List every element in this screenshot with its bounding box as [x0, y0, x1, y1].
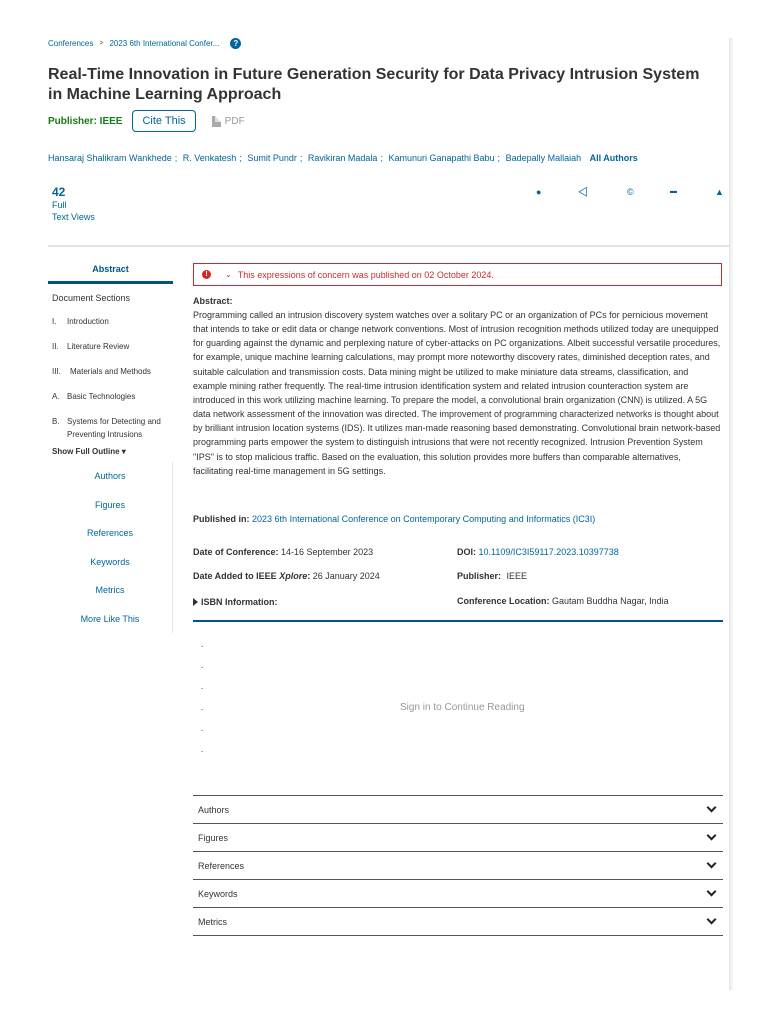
- sidebar-link-figures[interactable]: Figures: [94, 499, 125, 510]
- pdf-label: PDF: [224, 115, 245, 127]
- conference-location: [457, 596, 669, 606]
- published-in: [193, 514, 595, 524]
- sidebar-link-references[interactable]: References: [86, 528, 134, 538]
- accordion-label: Keywords: [198, 888, 238, 899]
- circle-icon[interactable]: ●: [536, 187, 542, 197]
- doi-label: DOI:: [457, 547, 476, 557]
- sidebar-links: [48, 462, 173, 633]
- pdf-icon: [212, 116, 221, 127]
- alert-icon: !: [202, 270, 211, 279]
- accordion-label: Authors: [198, 804, 230, 815]
- breadcrumb-conferences[interactable]: Conferences: [48, 39, 94, 48]
- pdf-button[interactable]: [212, 116, 245, 127]
- breadcrumb-conference[interactable]: 2023 6th International Confer...: [109, 39, 220, 48]
- abstract-heading: Abstract:: [193, 296, 233, 306]
- document-sections-heading: Document Sections: [52, 293, 131, 303]
- full-text-views-count: 42: [52, 185, 66, 199]
- published-in-link[interactable]: 2023 6th International Conference on Contemporary Computing and Informatics (IC3I): [252, 514, 596, 524]
- author-link[interactable]: R. Venkatesh: [182, 153, 237, 163]
- date-added-label: Date Added to IEEE: [193, 571, 277, 581]
- placeholder-lines: [201, 646, 203, 772]
- date-added: Date Added to IEEE Xplore: 26 January 2024: [193, 571, 380, 581]
- chevron-down-icon[interactable]: ⌄: [225, 270, 232, 279]
- sign-in-prompt[interactable]: Sign in to Continue Reading: [400, 702, 525, 713]
- accordion-keywords[interactable]: [193, 880, 723, 908]
- accordion-figures[interactable]: [193, 824, 723, 852]
- all-authors-link[interactable]: All Authors: [589, 153, 638, 163]
- section-item-materials-methods[interactable]: III. Materials and Methods: [52, 367, 151, 376]
- date-added-value: 26 January 2024: [312, 571, 380, 581]
- publisher-detail-label: Publisher:: [457, 571, 502, 581]
- section-item-basic-technologies[interactable]: A. Basic Technologies: [52, 392, 136, 401]
- author-link[interactable]: Badepally Mallaiah: [505, 153, 582, 163]
- section-item-literature-review[interactable]: II. Literature Review: [52, 342, 130, 351]
- share-icon[interactable]: ⨞: [578, 185, 588, 199]
- doi: [457, 547, 619, 557]
- date-of-conference-label: Date of Conference:: [193, 547, 279, 557]
- chevron-down-icon: [707, 803, 717, 813]
- author-link[interactable]: Ravikiran Madala: [307, 153, 378, 163]
- chevron-down-icon: [707, 887, 717, 897]
- isbn-label: ISBN Information:: [201, 597, 278, 607]
- breadcrumb-separator: >: [99, 40, 104, 47]
- document-toolbar: [530, 186, 730, 198]
- accordion-label: References: [198, 860, 245, 871]
- chevron-down-icon: [707, 859, 717, 869]
- conference-location-value: Gautam Buddha Nagar, India: [552, 596, 669, 606]
- breadcrumb: [48, 38, 241, 49]
- conference-location-label: Conference Location:: [457, 596, 550, 606]
- author-link[interactable]: Kamunuri Ganapathi Babu: [388, 153, 495, 163]
- content-divider: [193, 620, 723, 622]
- publisher-label: Publisher: IEEE: [48, 115, 123, 127]
- accordion-authors[interactable]: [193, 796, 723, 824]
- show-full-outline-button[interactable]: Show Full Outline ▾: [48, 447, 173, 456]
- sidebar-link-authors[interactable]: Authors: [94, 471, 126, 481]
- publisher-detail-value: IEEE: [506, 571, 528, 581]
- accordion-label: Figures: [198, 832, 229, 843]
- question-circle-icon[interactable]: ?: [230, 38, 241, 49]
- full-text-views-label-2: Text Views: [52, 212, 95, 222]
- document-sidebar: [48, 258, 173, 633]
- chevron-down-icon: [707, 831, 717, 841]
- doi-link[interactable]: 10.1109/IC3I59117.2023.10397738: [478, 547, 619, 557]
- published-in-label: Published in:: [193, 514, 250, 524]
- bell-icon[interactable]: ▲: [715, 187, 724, 197]
- tab-abstract[interactable]: Abstract: [48, 258, 173, 284]
- author-list: Hansaraj Shalikram Wankhede ; R. Venkatesh ; Sumit Pundr ; Ravikiran Madala ; Kamunuri Ganapathi Babu ; Badepally Mallaiah All Authors: [48, 153, 638, 163]
- cite-this-button[interactable]: Cite This: [132, 110, 195, 132]
- isbn-toggle[interactable]: [193, 597, 278, 607]
- sidebar-link-metrics[interactable]: Metrics: [95, 585, 125, 595]
- page-edge-shadow: [729, 38, 733, 990]
- folder-icon[interactable]: ▬: [670, 188, 677, 195]
- abstract-text: Programming called an intrusion discovery system watches over a solitary PC or an organization of PCs for pernicious movement that intends to take or edit data or change network conventions. Most of intrusion recognition methods utilized today are unequipped for guarding against the dynamic and perplexing nature of cyber-attacks on PC organizations. Albeit successful versatile procedures, for example, unique machine learning calculations, may prompt more noteworthy discovery rates, diminished deception rates, and suitable calculation and transmission costs. Data mining might be utilized to make miniature data streams, classification, and example mining rather frequently. The real-time intrusion identification system and related intrusion counteraction system are introduced in this work utilizing machine learning. To prepare the model, a convolutional brain organization (CNN) is utilized. A 5G data network assessment of the innovation was directed. The improvement of programming characterized networks is thought about by brilliant intrusion location systems (IDS). It utilizes man-made reasoning based demonstrating. Convolutional brain network-based programming parts empower the system to distinguish intrusions that were not recently recognized. Intrusion Prevention System "IPS" is to stop malicious traffic. Based on the evaluation, this solution provides more buffers than comparable alternatives, facilitating real-time management in 5G settings.: [193, 310, 721, 476]
- sidebar-link-keywords[interactable]: Keywords: [90, 556, 130, 567]
- date-of-conference: [193, 547, 373, 557]
- copyright-icon[interactable]: ©: [627, 187, 634, 197]
- accordion-references[interactable]: [193, 852, 723, 880]
- sidebar-link-more-like-this[interactable]: More Like This: [80, 613, 140, 624]
- date-added-label-xplore: Xplore: [279, 571, 308, 581]
- expression-of-concern-alert: [193, 263, 722, 286]
- full-text-views-label-1: Full: [52, 200, 67, 210]
- section-accordion: [193, 795, 723, 936]
- alert-text: This expressions of concern was published on 02 October 2024.: [237, 269, 494, 280]
- caret-right-icon: [193, 598, 198, 606]
- page-title: Real-Time Innovation in Future Generation Security for Data Privacy Intrusion System in Machine Learning Approach: [48, 66, 700, 103]
- header-divider: [48, 245, 730, 247]
- section-item-introduction[interactable]: I. Introduction: [52, 317, 109, 326]
- date-of-conference-value: 14-16 September 2023: [281, 547, 374, 557]
- full-text-views-metric[interactable]: [52, 185, 95, 223]
- abstract-section: [193, 296, 723, 478]
- publisher-row: [48, 110, 245, 132]
- publisher-detail: [457, 571, 527, 581]
- author-link[interactable]: Hansaraj Shalikram Wankhede: [48, 153, 172, 163]
- author-link[interactable]: Sumit Pundr: [247, 153, 297, 163]
- chevron-down-icon: [707, 915, 717, 925]
- accordion-label: Metrics: [198, 916, 227, 927]
- accordion-metrics[interactable]: [193, 908, 723, 936]
- section-item-systems-detecting[interactable]: B. Systems for Detecting and Preventing Intrusions: [52, 417, 161, 439]
